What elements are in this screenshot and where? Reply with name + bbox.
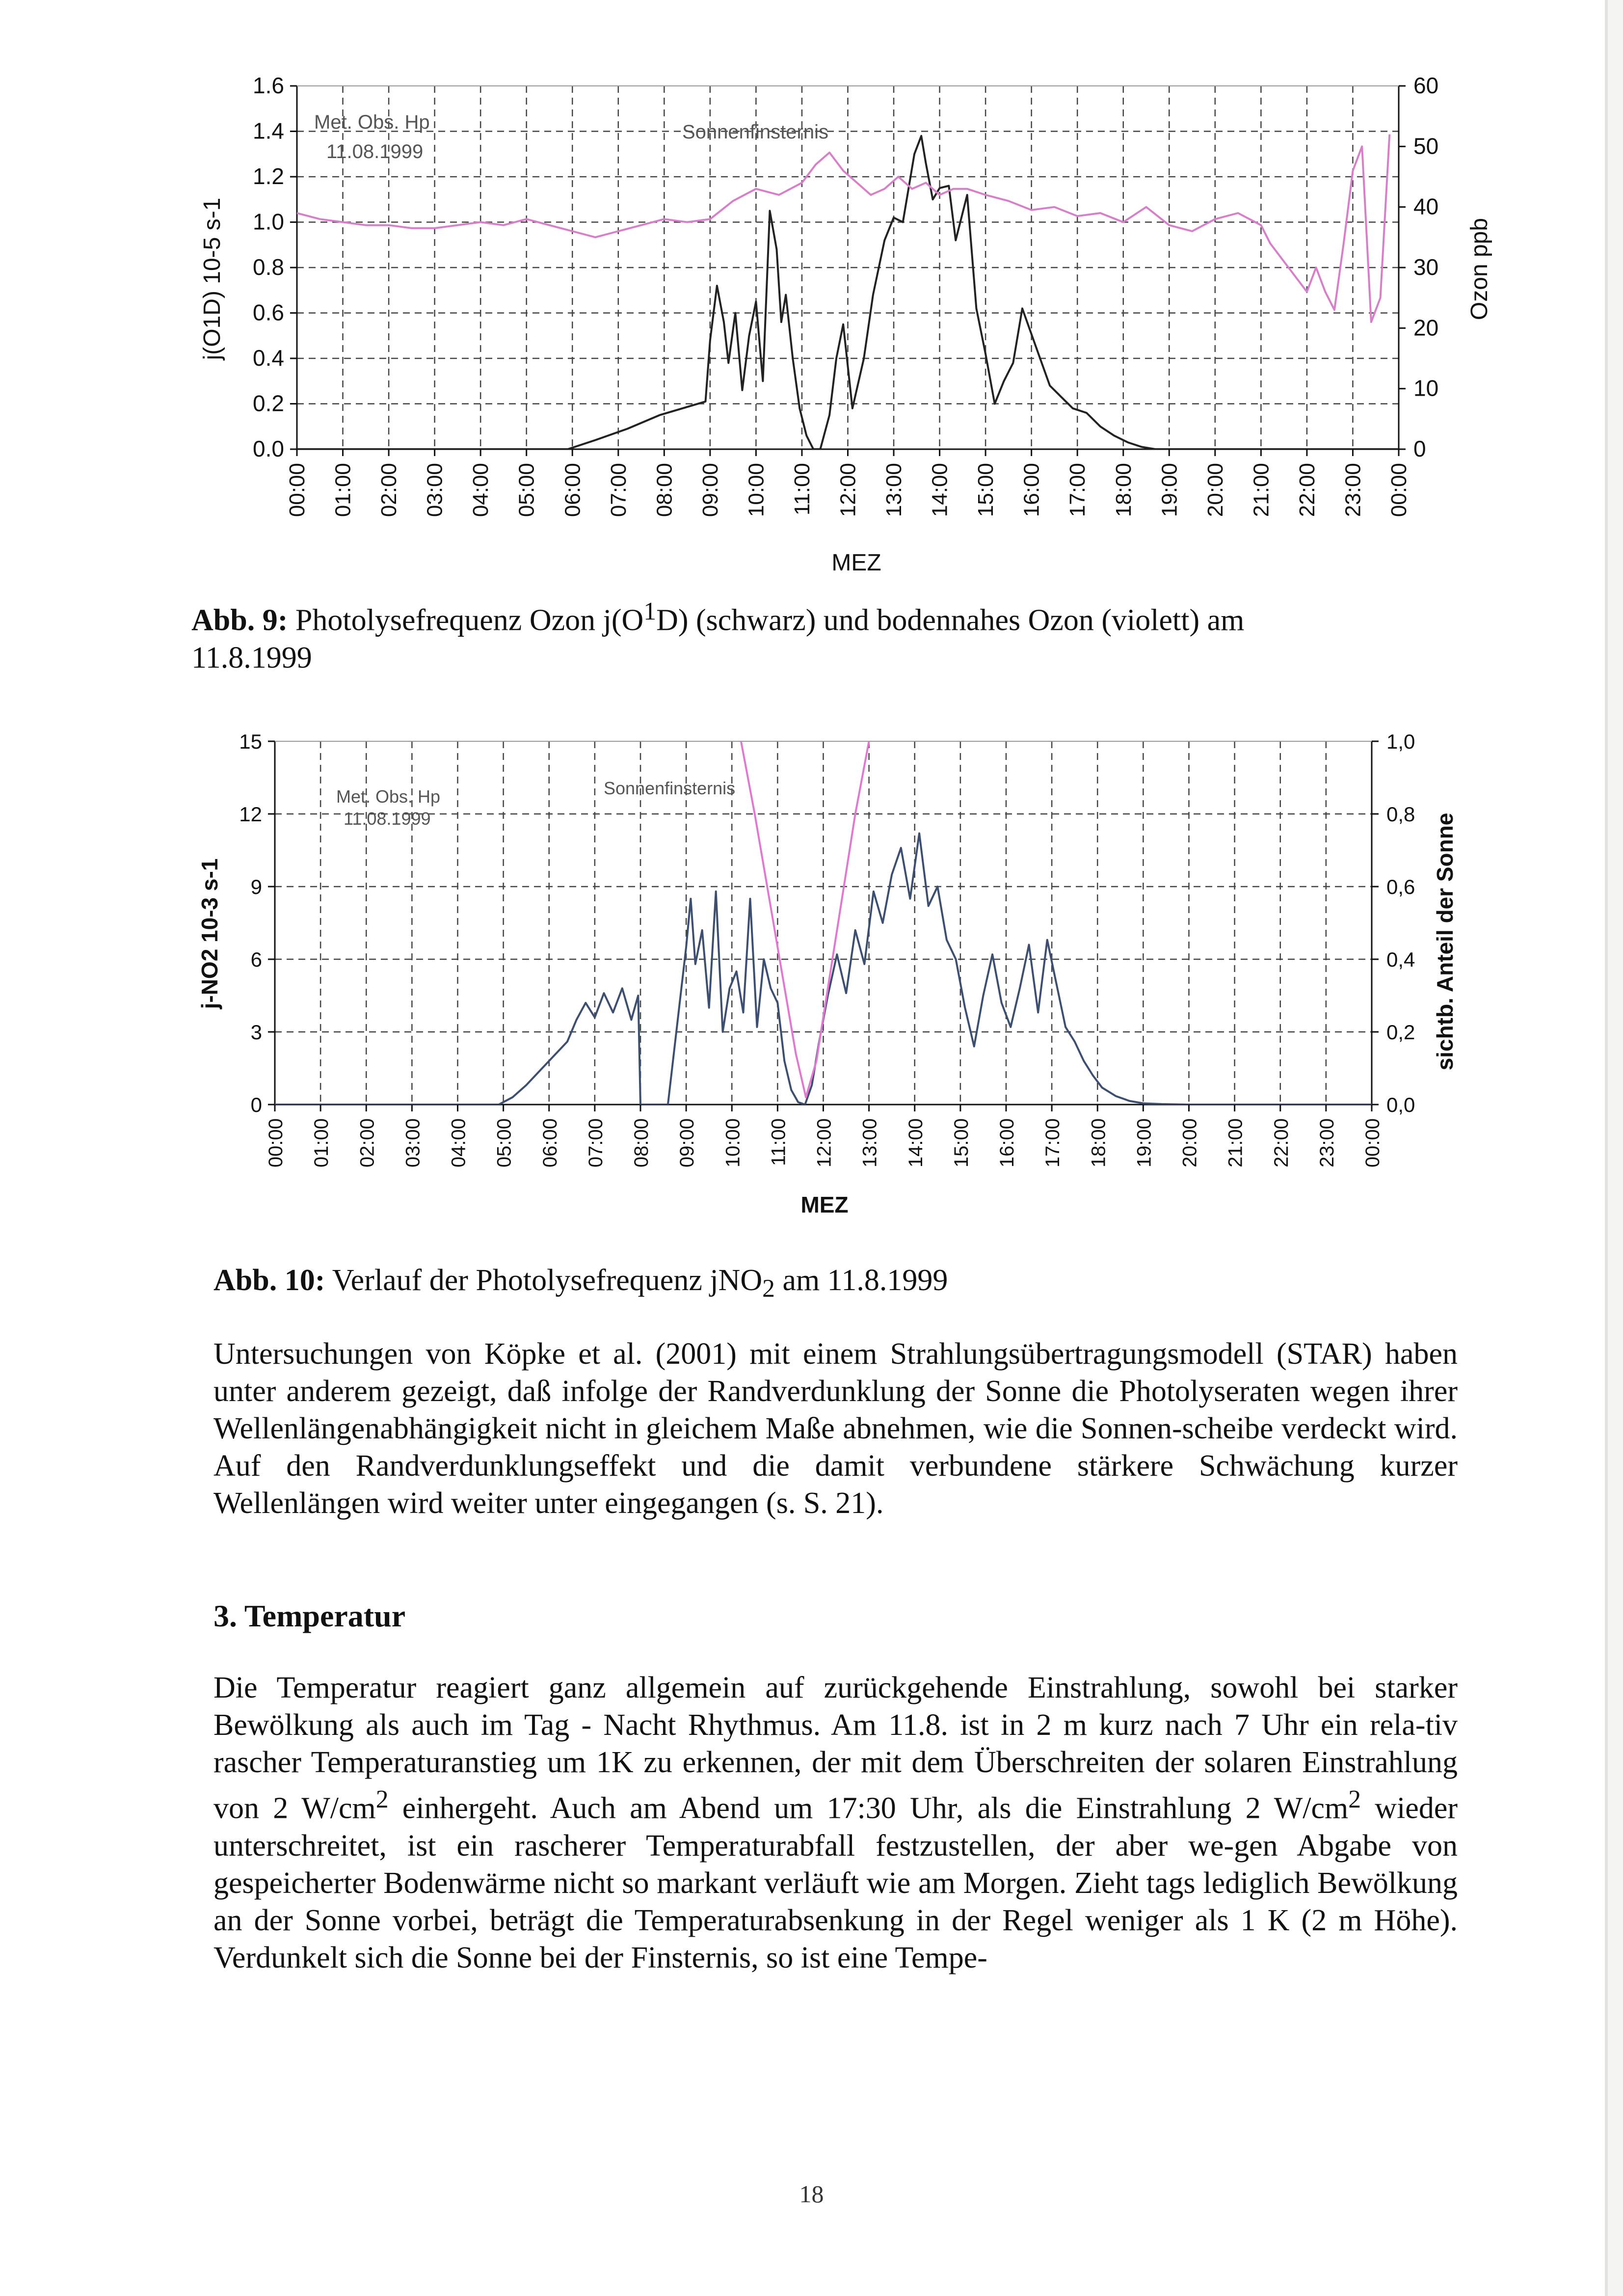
chart-x-tick-label: 05:00 [493, 1118, 515, 1168]
chart-y-tick-label-right: 0,2 [1386, 1021, 1415, 1044]
figure-10-chart [0, 702, 1623, 1232]
chart-x-tick-label: 19:00 [1157, 463, 1182, 517]
chart-x-tick-label: 07:00 [585, 1118, 607, 1168]
figure-9-caption-text: Photolysefrequenz Ozon j(O [295, 603, 644, 637]
paragraph-temperatur-part3: wieder unterschreitet, ist ein rascherer Temperaturabfall festzustellen, der aber we-gen Abgabe von gespeicherter Bodenwärme nicht so markant verläuft wie am Morgen. Zieht tags lediglich Bewölkung an der Sonne vorbei, beträgt die Temperaturabsenkung in der Regel weniger als 1 K (2 m Höhe). Verdunkelt sich die Sonne bei der Finsternis, so ist eine Tempe- [213, 1791, 1458, 1974]
chart-y-tick-label-left: 15 [239, 730, 262, 753]
figure-9-caption-sup: 1 [643, 597, 657, 625]
chart-x-tick-label: 14:00 [928, 463, 952, 517]
figure-9-chart [0, 0, 1623, 589]
paragraph-temperatur-part2: einhergeht. Auch am Abend um 17:30 Uhr, als die Einstrahlung 2 W/cm [388, 1791, 1349, 1825]
chart-x-tick-label: 10:00 [722, 1118, 744, 1168]
chart-x-tick-label: 21:00 [1249, 463, 1274, 517]
chart-y-tick-label-left: 3 [250, 1021, 262, 1044]
chart-x-tick-label: 21:00 [1224, 1118, 1247, 1168]
chart-x-tick-label: 18:00 [1088, 1118, 1110, 1168]
chart-x-tick-label: 03:00 [402, 1118, 424, 1168]
chart-x-tick-label: 23:00 [1316, 1118, 1338, 1168]
chart-series-line-1 [297, 135, 1389, 322]
chart-x-tick-label: 22:00 [1295, 463, 1319, 517]
chart-y-tick-label-left: 0.6 [253, 299, 284, 325]
chart2-y-axis-label-right: sichtb. Anteil der Sonne [1432, 812, 1458, 1071]
chart-y-tick-label-left: 0.8 [253, 254, 284, 280]
chart-y-tick-label-right: 10 [1413, 375, 1439, 401]
figure-10-caption-text-b: am 11.8.1999 [774, 1264, 948, 1297]
chart-y-tick-label-left: 1.6 [253, 73, 284, 98]
chart-x-tick-label: 00:00 [285, 463, 309, 517]
chart-x-tick-label: 16:00 [996, 1118, 1018, 1168]
paragraph-temperatur [213, 1669, 1458, 1976]
chart-x-tick-label: 01:00 [331, 463, 355, 517]
chart2-y-axis-label-left: j-NO2 10-3 s-1 [197, 858, 222, 1009]
chart-series-line-1 [741, 741, 869, 1097]
chart1-x-axis-label: MEZ [831, 550, 881, 576]
chart-y-tick-label-right: 40 [1413, 193, 1439, 219]
chart-y-tick-label-right: 30 [1413, 254, 1439, 280]
chart-x-tick-label: 16:00 [1019, 463, 1044, 517]
chart-y-tick-label-left: 1.0 [253, 209, 284, 235]
chart-y-tick-label-left: 1.2 [253, 163, 284, 189]
chart-x-tick-label: 00:00 [1362, 1118, 1384, 1168]
chart-x-tick-label: 17:00 [1042, 1118, 1064, 1168]
chart-x-tick-label: 02:00 [377, 463, 401, 517]
chart-y-tick-label-left: 9 [250, 875, 262, 898]
chart2-annotation-date: 11.08.1999 [344, 809, 431, 829]
chart-y-tick-label-left: 0 [250, 1093, 262, 1116]
paragraph-temperatur-part1: Die Temperatur reagiert ganz allgemein auf zurückgehende Einstrahlung, sowohl bei starker Bewölkung als auch im Tag - Nacht Rhythmus. Am 11.8. ist in 2 m kurz nach 7 Uhr ein rela-tiv rascher Temperaturanstieg um 1K zu erkennen, der mit dem Überschreiten der solaren Einstrahlung von 2 W/cm [213, 1671, 1458, 1825]
chart-x-tick-label: 08:00 [631, 1118, 652, 1168]
chart-x-tick-label: 20:00 [1179, 1118, 1201, 1168]
chart-x-tick-label: 17:00 [1065, 463, 1090, 517]
figure-9-caption-text-b: D) (schwarz) und bodennahes Ozon (violett) am [656, 603, 1245, 637]
chart-x-tick-label: 00:00 [1387, 463, 1411, 517]
chart-y-tick-label-right: 0,8 [1386, 803, 1415, 826]
chart-y-tick-label-right: 1,0 [1386, 730, 1415, 753]
figure-9-caption [191, 593, 1438, 676]
chart1-annotation-eclipse: Sonnenfinsternis [682, 121, 828, 143]
chart-x-tick-label: 03:00 [423, 463, 447, 517]
figure-9-caption-date: 11.8.1999 [191, 641, 312, 675]
chart-x-tick-label: 05:00 [514, 463, 539, 517]
chart-y-tick-label-right: 0,6 [1386, 875, 1415, 898]
chart-y-tick-label-right: 0 [1413, 436, 1426, 461]
chart2-x-axis-label: MEZ [800, 1192, 849, 1217]
chart-x-tick-label: 23:00 [1341, 463, 1365, 517]
page-number: 18 [799, 2180, 824, 2208]
paragraph-randverdunklung: Untersuchungen von Köpke et al. (2001) mit einem Strahlungsübertragungsmodell (STAR) haben unter anderem gezeigt, daß infolge der Randverdunklung der Sonne die Photolyseraten wegen ihrer Wellenlängenabhängigkeit nicht in gleichem Maße abnehmen, wie die Sonnen-scheibe verdeckt wird. Auf den Randverdunklungseffekt und die damit verbundene stärkere Schwächung kurzer Wellenlängen wird weiter unter eingegangen (s. S. 21). [213, 1337, 1458, 1520]
chart-x-tick-label: 19:00 [1133, 1118, 1155, 1168]
chart-y-tick-label-left: 6 [250, 948, 262, 971]
figure-10-caption-sub: 2 [762, 1274, 775, 1303]
chart-x-tick-label: 04:00 [469, 463, 493, 517]
chart-y-tick-label-right: 60 [1413, 73, 1439, 98]
figure-9-caption-label: Abb. 9: [191, 603, 288, 637]
chart-x-tick-label: 18:00 [1111, 463, 1136, 517]
chart-x-tick-label: 15:00 [974, 463, 998, 517]
chart1-annotation-station: Met. Obs. Hp [314, 111, 430, 133]
chart-x-tick-label: 06:00 [539, 1118, 561, 1168]
section-heading-temperatur: 3. Temperatur [213, 1598, 406, 1633]
chart-y-tick-label-left: 0.0 [253, 436, 284, 461]
chart-x-tick-label: 07:00 [606, 463, 631, 517]
chart-x-tick-label: 04:00 [448, 1118, 470, 1168]
chart-y-tick-label-right: 50 [1413, 133, 1439, 159]
chart-x-tick-label: 12:00 [813, 1118, 835, 1168]
chart-y-tick-label-right: 0,0 [1386, 1093, 1415, 1116]
chart-y-tick-label-right: 0,4 [1386, 948, 1415, 971]
chart-x-tick-label: 09:00 [676, 1118, 698, 1168]
chart-x-tick-label: 11:00 [768, 1118, 790, 1166]
chart-y-tick-label-left: 0.2 [253, 390, 284, 416]
chart2-annotation-station: Met. Obs. Hp [336, 786, 441, 807]
chart-x-tick-label: 10:00 [744, 463, 769, 517]
chart-y-tick-label-left: 0.4 [253, 345, 284, 371]
chart-x-tick-label: 13:00 [882, 463, 906, 517]
figure-10-caption-text: Verlauf der Photolysefrequenz jNO [332, 1264, 763, 1297]
chart-x-tick-label: 06:00 [560, 463, 585, 517]
chart-y-tick-label-left: 1.4 [253, 118, 284, 144]
chart-y-tick-label-left: 12 [239, 803, 262, 826]
chart-x-tick-label: 11:00 [790, 463, 814, 515]
chart-x-tick-label: 20:00 [1203, 463, 1227, 517]
chart1-grid [297, 86, 1399, 449]
figure-10-caption [213, 1262, 1460, 1307]
chart-x-tick-label: 00:00 [265, 1118, 287, 1168]
chart-y-tick-label-right: 20 [1413, 315, 1439, 341]
chart-x-tick-label: 02:00 [356, 1118, 378, 1168]
chart-x-tick-label: 15:00 [950, 1118, 972, 1168]
paragraph-temperatur-sup1: 2 [375, 1785, 389, 1813]
chart1-y-axis-label-left: j(O1D) 10-5 s-1 [199, 197, 225, 360]
chart-x-tick-label: 09:00 [698, 463, 722, 517]
paragraph-temperatur-sup2: 2 [1348, 1785, 1361, 1813]
chart-x-tick-label: 01:00 [311, 1118, 333, 1168]
chart-x-tick-label: 22:00 [1270, 1118, 1292, 1168]
chart-x-tick-label: 14:00 [905, 1118, 927, 1168]
chart-x-tick-label: 12:00 [836, 463, 860, 517]
chart2-annotation-eclipse: Sonnenfinsternis [604, 778, 736, 798]
chart1-annotation-date: 11.08.1999 [326, 141, 424, 162]
chart1-y-axis-label-right: Ozon ppb [1466, 217, 1492, 321]
chart-x-tick-label: 13:00 [859, 1118, 881, 1168]
figure-10-caption-label: Abb. 10: [213, 1264, 325, 1297]
chart-x-tick-label: 08:00 [652, 463, 677, 517]
